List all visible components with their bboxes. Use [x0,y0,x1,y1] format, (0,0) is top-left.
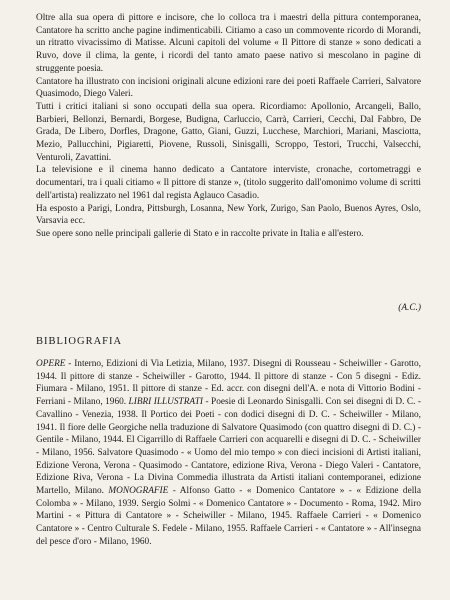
bibliography-title: BIBLIOGRAFIA [36,336,123,347]
paragraph-exhibitions: Ha esposto a Parigi, Londra, Pittsburgh, Losanna, New York, Zurigo, San Paolo, Buenos Ayres, Oslo, Varsavia ecc. [36,203,421,227]
monografie-text: - Alfonso Gatto - « Domenico Cantatore » - « Edizione della Colomba » - Milano, 1939. Sergio Solmi - « Domenico Cantatore » - Documento - Roma, 1942. Miro Martini - « Pittura di Cantatore » - Scheiwiller - Milano, 1945. Raffaele Carrieri - « Domenico Cantatore » - Centro Culturale S. Fedele - Milano, 1955. Raffaele Carrieri - « Cantatore » - All'insegna del pesce d'oro - Milano, 1960. [36,486,421,547]
paragraph-writings: Oltre alla sua opera di pittore e incisore, che lo colloca tra i maestri della pittura contemporanea, Cantatore ha scritto anche pagine indimenticabili. Citiamo a caso un commovente ricordo di Morandi, un ritratto vivacissimo di Matisse. Alcuni capitoli del volume « Il Pittore di stanze » sono dedicati a Ruvo, dove il clima, la gente, i ricordi del tanto amato paese nativo si mescolano in pagine di struggente poesia. [36,13,421,74]
libri-illustrati-label: LIBRI ILLUSTRATI [128,397,203,408]
paragraph-tv-cinema: La televisione e il cinema hanno dedicato a Cantatore interviste, cronache, cortometraggi e documentari, tra i quali citiamo « Il pittore di stanze », (titolo suggerito dall'omonimo volume di scritti dell'artista) realizzato nel 1961 dal regista Aglauco Casadio. [36,165,421,201]
paragraph-illustrations: Cantatore ha illustrato con incisioni originali alcune edizioni rare dei poeti Raffaele Carrieri, Salvatore Quasimodo, Diego Valeri. [36,76,421,100]
bibliography-text [36,358,421,549]
opere-label: OPERE [36,359,66,369]
body-text [36,12,421,241]
monografie-label: MONOGRAFIE [108,486,169,497]
signature: (A.C.) [398,303,421,313]
bibliography-paragraph [36,358,421,549]
opere-text: - Interno, Edizioni di Via Letizia, Milano, 1937. Disegni di Rousseau - Scheiwiller - Garotto, 1944. Il pittore di stanze - Scheiwiller - Garotto, 1944. Il pittore di stanze - Con 5 disegni - Ediz. Fiumara - Milano, 1951. Il pittore di stanze - Ed. accr. con disegni dell'A. e nota di Vittorio Bodini - Ferriani - Milano, 1960. [36,359,421,408]
libri-illustrati-text: - Poesie di Leonardo Sinisgalli. Con sei disegni di D. C. - Cavallino - Venezia, 1938. Il Portico dei Poeti - con dodici disegni di D. C. - Scheiwiller - Milano, 1941. Il fiore delle Georgiche nella traduzione di Salvatore Quasimodo (con quattro disegni di D. C.) - Gentile - Milano, 1944. El Cigarrillo di Raffaele Carrieri con acquarelli e disegni di D. C. - Scheiwiller - Milano, 1956. Salvatore Quasimodo - « Uomo del mio tempo » con dieci incisioni di Artisti italiani, Edizione Verona, Verona - Quasimodo - Cantatore, edizione Riva, Verona - Diego Valeri - Cantatore, Edizione Riva, Verona - La Divina Commedia illustrata da Artisti italiani contemporanei, edizione Martello, Milano. [36,397,421,497]
paragraph-collections: Sue opere sono nelle principali gallerie di Stato e in raccolte private in Italia e all'estero. [36,228,364,239]
paragraph-critics: Tutti i critici italiani si sono occupati della sua opera. Ricordiamo: Apollonio, Arcangeli, Ballo, Barbieri, Bellonzi, Bernardi, Borgese, Budigna, Carluccio, Carrà, Carrieri, Cecchi, Dal Fabbro, De Grada, De Libero, Dorfles, Dragone, Gatto, Giani, Guzzi, Lucchese, Marchiori, Mariani, Masciotta, Mezio, Pallucchini, Pigiaretti, Piovene, Russoli, Sinisgalli, Scroppo, Testori, Trucchi, Valsecchi, Venturoli, Zavattini. [36,101,421,163]
